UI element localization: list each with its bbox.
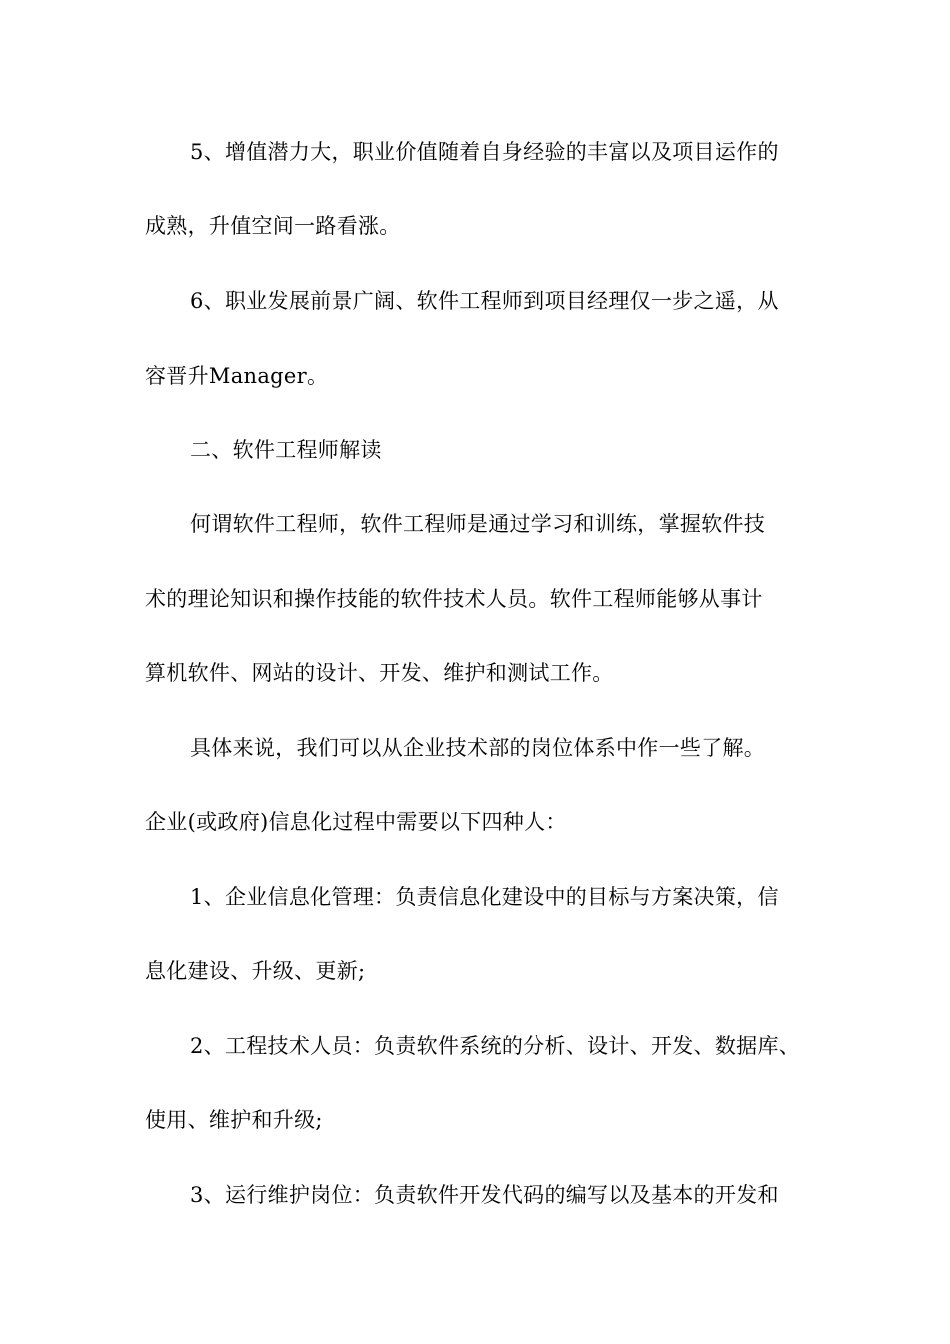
paragraph-line: 成熟，升值空间一路看涨。 (145, 214, 401, 238)
paragraph-line: 2、工程技术人员：负责软件系统的分析、设计、开发、数据库、 (190, 1034, 801, 1058)
paragraph-line: 何谓软件工程师，软件工程师是通过学习和训练，掌握软件技 (190, 512, 766, 536)
paragraph-line: 具体来说，我们可以从企业技术部的岗位体系中作一些了解。 (190, 736, 766, 760)
paragraph-line: 算机软件、网站的设计、开发、维护和测试工作。 (145, 661, 614, 685)
paragraph-line: 术的理论知识和操作技能的软件技术人员。软件工程师能够从事计 (145, 587, 763, 611)
paragraph-line: 企业(或政府)信息化过程中需要以下四种人： (145, 810, 567, 834)
paragraph-line: 5、增值潜力大，职业价值随着自身经验的丰富以及项目运作的 (190, 140, 779, 164)
paragraph-line: 6、职业发展前景广阔、软件工程师到项目经理仅一步之遥，从 (190, 289, 779, 313)
paragraph-line: 1、企业信息化管理：负责信息化建设中的目标与方案决策，信 (190, 885, 779, 909)
paragraph-line: 息化建设、升级、更新; (145, 959, 366, 983)
paragraph-line: 使用、维护和升级; (145, 1108, 323, 1132)
section-heading: 二、软件工程师解读 (190, 438, 382, 462)
paragraph-line: 容晋升Manager。 (145, 364, 329, 388)
paragraph-line: 3、运行维护岗位：负责软件开发代码的编写以及基本的开发和 (190, 1183, 779, 1207)
